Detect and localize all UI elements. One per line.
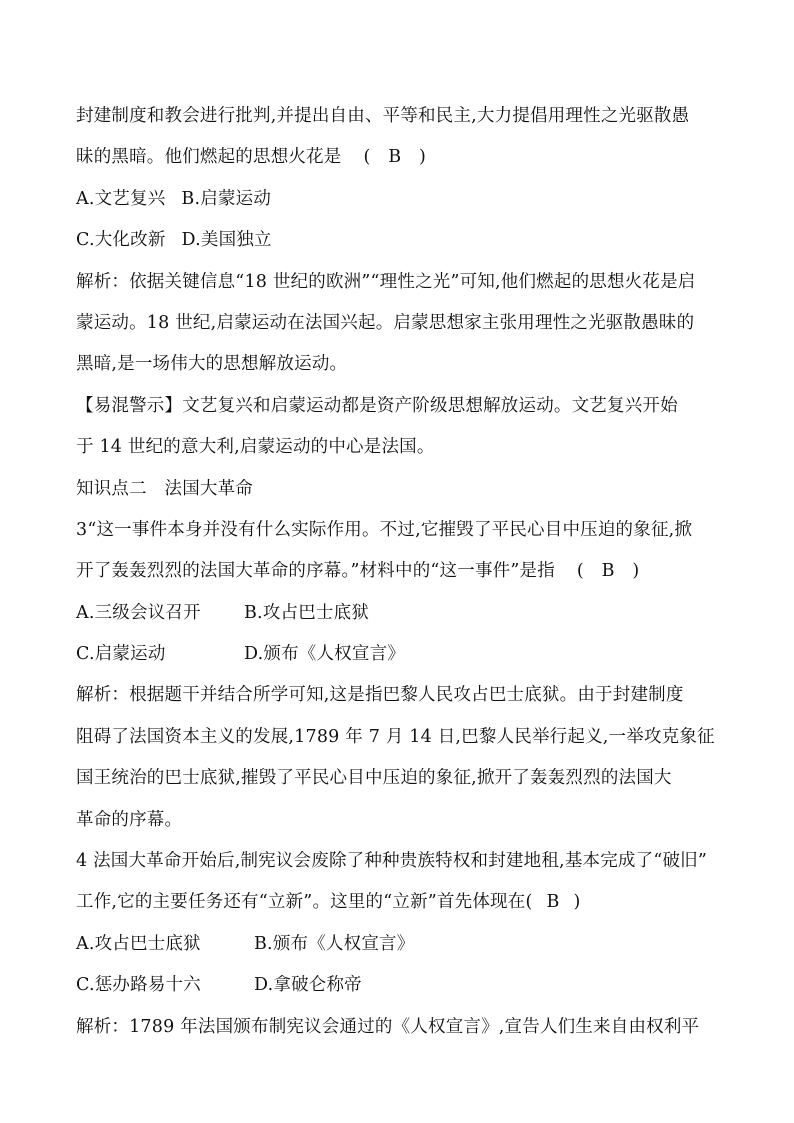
analysis-line: 黑暗,是一场伟大的思想解放运动。 — [76, 354, 348, 375]
question-text-line: 4 法国大革命开始后,制宪议会废除了种种贵族特权和封建地租,基本完成了“破旧” — [76, 851, 708, 872]
option-b: B.颁布《人权宣言》 — [254, 933, 415, 954]
section-heading: 知识点二 法国大革命 — [76, 478, 253, 499]
document-page — [76, 96, 726, 1048]
warning-note-line: 于 14 世纪的意大利,启蒙运动的中心是法国。 — [76, 437, 435, 458]
option-b: B.启蒙运动 — [181, 188, 272, 209]
option-c: C.启蒙运动 — [76, 644, 166, 665]
answer-bracket: ( B ) — [363, 147, 427, 168]
answer-close: ) — [573, 892, 581, 913]
question-text-line: 3“这一事件本身并没有什么实际作用。不过,它摧毁了平民心目中压迫的象征,掀 — [76, 519, 693, 540]
option-d: D.颁布《人权宣言》 — [244, 644, 405, 665]
analysis-line: 解析：1789 年法国颁布制宪议会通过的《人权宣言》,宣告人们生来自由权利平 — [76, 1016, 700, 1037]
analysis-line: 蒙运动。18 世纪,启蒙运动在法国兴起。启蒙思想家主张用理性之光驱散愚昧的 — [76, 312, 695, 333]
option-row — [76, 220, 726, 261]
analysis-line: 革命的序幕。 — [76, 809, 183, 830]
analysis-line: 解析：依据关键信息“18 世纪的欧洲”“理性之光”可知,他们燃起的思想火花是启 — [76, 271, 696, 292]
option-d: D.拿破仑称帝 — [254, 975, 362, 996]
answer-bracket: ( B ) — [576, 561, 640, 582]
option-row — [76, 924, 726, 965]
option-a: A.三级会议召开 — [76, 602, 201, 623]
option-b: B.攻占巴士底狱 — [244, 602, 370, 623]
question-text-line: 昧的黑暗。他们燃起的思想火花是 ( B ) — [76, 137, 726, 178]
warning-tag: 【易混警示】 — [76, 395, 183, 416]
option-c: C.惩办路易十六 — [76, 975, 201, 996]
analysis-line: 阻碍了法国资本主义的发展,1789 年 7 月 14 日,巴黎人民举行起义,一举攻克象征 — [76, 726, 715, 747]
option-a: A.攻占巴士底狱 — [76, 933, 201, 954]
question-text-line: 开了轰轰烈烈的法国大革命的序幕。”材料中的“这一事件”是指 ( B ) — [76, 551, 726, 592]
option-d: D.美国独立 — [181, 230, 272, 251]
option-row — [76, 634, 726, 675]
option-c: C.大化改新 — [76, 230, 166, 251]
answer-letter: B — [546, 892, 560, 913]
option-row — [76, 593, 726, 634]
analysis-line: 解析：根据题干并结合所学可知,这是指巴黎人民攻占巴士底狱。由于封建制度 — [76, 685, 684, 706]
question-text-line: 封建制度和教会进行批判,并提出自由、平等和民主,大力提倡用理性之光驱散愚 — [76, 106, 690, 126]
question-text-line: 工作,它的主要任务还有“立新”。这里的“立新”首先体现在( B ) — [76, 882, 726, 923]
option-row — [76, 965, 726, 1006]
analysis-line: 国王统治的巴士底狱,摧毁了平民心目中压迫的象征,掀开了轰轰烈烈的法国大 — [76, 768, 672, 789]
option-row — [76, 179, 726, 220]
option-a: A.文艺复兴 — [76, 188, 166, 209]
warning-note-line: 【易混警示】文艺复兴和启蒙运动都是资产阶级思想解放运动。文艺复兴开始 — [76, 395, 678, 416]
